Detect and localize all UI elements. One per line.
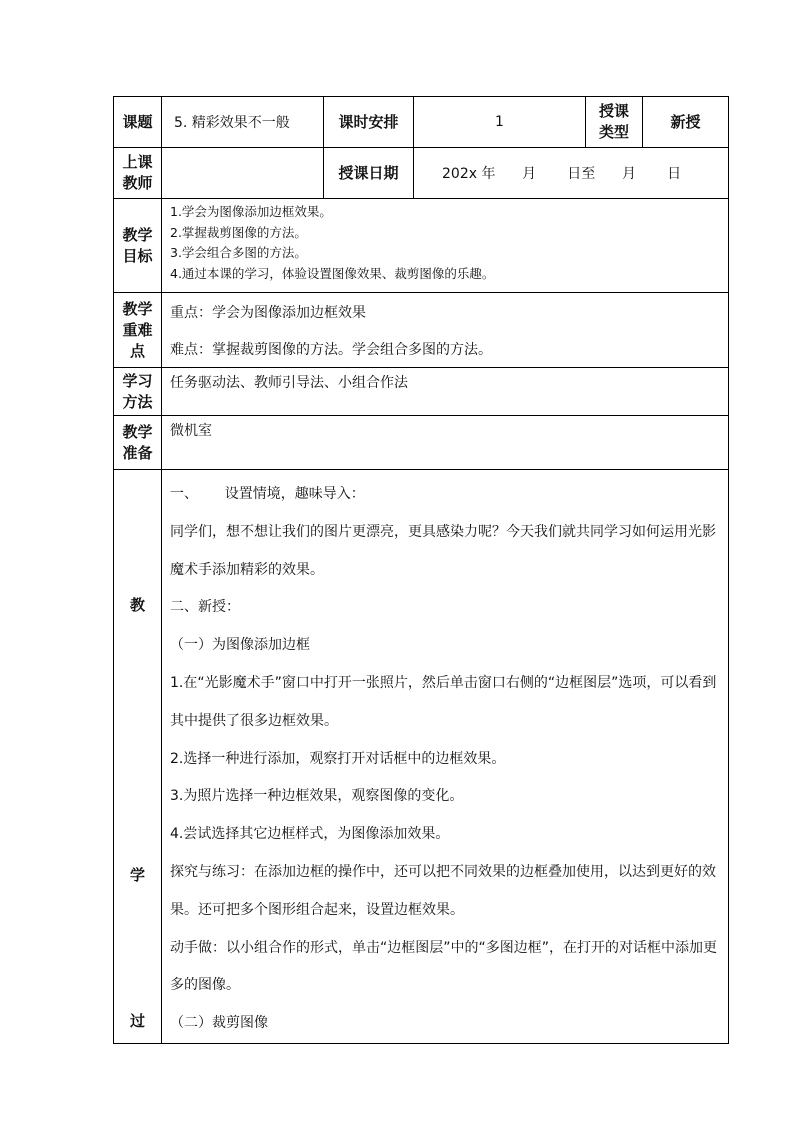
lesson-plan-table (113, 96, 729, 1044)
schedule-value: 1 (414, 97, 586, 148)
process-content (162, 470, 729, 1044)
type-value: 新授 (643, 97, 729, 148)
type-label-line1: 授课 (598, 102, 629, 120)
key-points-label (114, 293, 162, 368)
process-paragraph: 3.为照片选择一种边框效果，观察图像的变化。 (170, 788, 464, 805)
goal-item: 1.学会为图像添加边框效果。 (170, 204, 332, 219)
teacher-label (114, 148, 162, 199)
key-points-label-line3: 点 (129, 341, 145, 360)
row-teacher (114, 148, 729, 199)
goals-list (162, 199, 729, 293)
process-paragraph: 二、新授： (170, 599, 240, 616)
process-paragraph: 动手做：以小组合作的形式，单击“边框图层”中的“多图边框”，在打开的对话框中添加更多的图像。 (170, 939, 718, 994)
process-label-char-2: 学 (129, 866, 145, 884)
method-label-line2: 方法 (122, 392, 153, 411)
teacher-value (162, 148, 324, 199)
teacher-label-line1: 上课 (122, 153, 153, 171)
process-paragraph: 一、 设置情境，趣味导入： (170, 486, 365, 502)
course-value: 5. 精彩效果不一般 (162, 97, 324, 148)
goal-item: 2.掌握裁剪图像的方法。 (170, 224, 307, 240)
key-point-text: 重点：学会为图像添加边框效果 (170, 305, 366, 321)
date-value: 202x 年 月 日至 月 日 (414, 148, 729, 199)
process-paragraph: 4.尝试选择其它边框样式，为图像添加效果。 (170, 826, 450, 843)
type-label-line2: 类型 (598, 123, 629, 141)
process-paragraph: 探究与练习：在添加边框的操作中，还可以把不同效果的边框叠加使用，以达到更好的效果。还可把多个图形组合起来，设置边框效果。 (170, 863, 716, 918)
row-goals (114, 199, 729, 293)
process-paragraph: （二）裁剪图像 (170, 1015, 268, 1032)
row-process (114, 470, 729, 1044)
preparation-value: 微机室 (162, 416, 729, 470)
process-paragraph: 1.在“光影魔术手”窗口中打开一张照片，然后单击窗口右侧的“边框图层”选项，可以看到其中提供了很多边框效果。 (170, 674, 717, 729)
type-label (586, 97, 643, 148)
method-value: 任务驱动法、教师引导法、小组合作法 (162, 368, 729, 416)
process-paragraph: 2.选择一种进行添加，观察打开对话框中的边框效果。 (170, 750, 506, 767)
goals-label-line2: 目标 (122, 246, 153, 265)
row-method (114, 368, 729, 416)
method-label (114, 368, 162, 416)
difficulty-text: 难点：掌握裁剪图像的方法。学会组合多图的方法。 (170, 342, 492, 358)
date-label: 授课日期 (324, 148, 414, 199)
process-paragraph: （一）为图像添加边框 (170, 637, 310, 654)
preparation-label-line1: 教学 (122, 422, 153, 441)
schedule-label: 课时安排 (324, 97, 414, 148)
process-paragraph: 同学们，想不想让我们的图片更漂亮，更具感染力呢？今天我们就共同学习如何运用光影魔术手添加精彩的效果。 (170, 523, 716, 578)
process-label (114, 470, 162, 1044)
process-label-char-1: 教 (129, 596, 145, 614)
course-label: 课题 (114, 97, 162, 148)
preparation-label-line2: 准备 (122, 443, 153, 462)
goals-label-line1: 教学 (122, 225, 153, 244)
row-course (114, 97, 729, 148)
row-preparation (114, 416, 729, 470)
key-points-label-line2: 重难 (122, 320, 153, 339)
goals-label (114, 199, 162, 293)
teacher-label-line2: 教师 (122, 174, 153, 192)
preparation-label (114, 416, 162, 470)
goal-item: 4.通过本课的学习，体验设置图像效果、裁剪图像的乐趣。 (170, 265, 495, 281)
method-label-line1: 学习 (122, 371, 153, 390)
row-key-points (114, 293, 729, 368)
key-points-label-line1: 教学 (122, 299, 153, 318)
process-label-char-3: 过 (129, 1012, 145, 1030)
goal-item: 3.学会组合多图的方法。 (170, 245, 307, 260)
key-points-content (162, 293, 729, 368)
